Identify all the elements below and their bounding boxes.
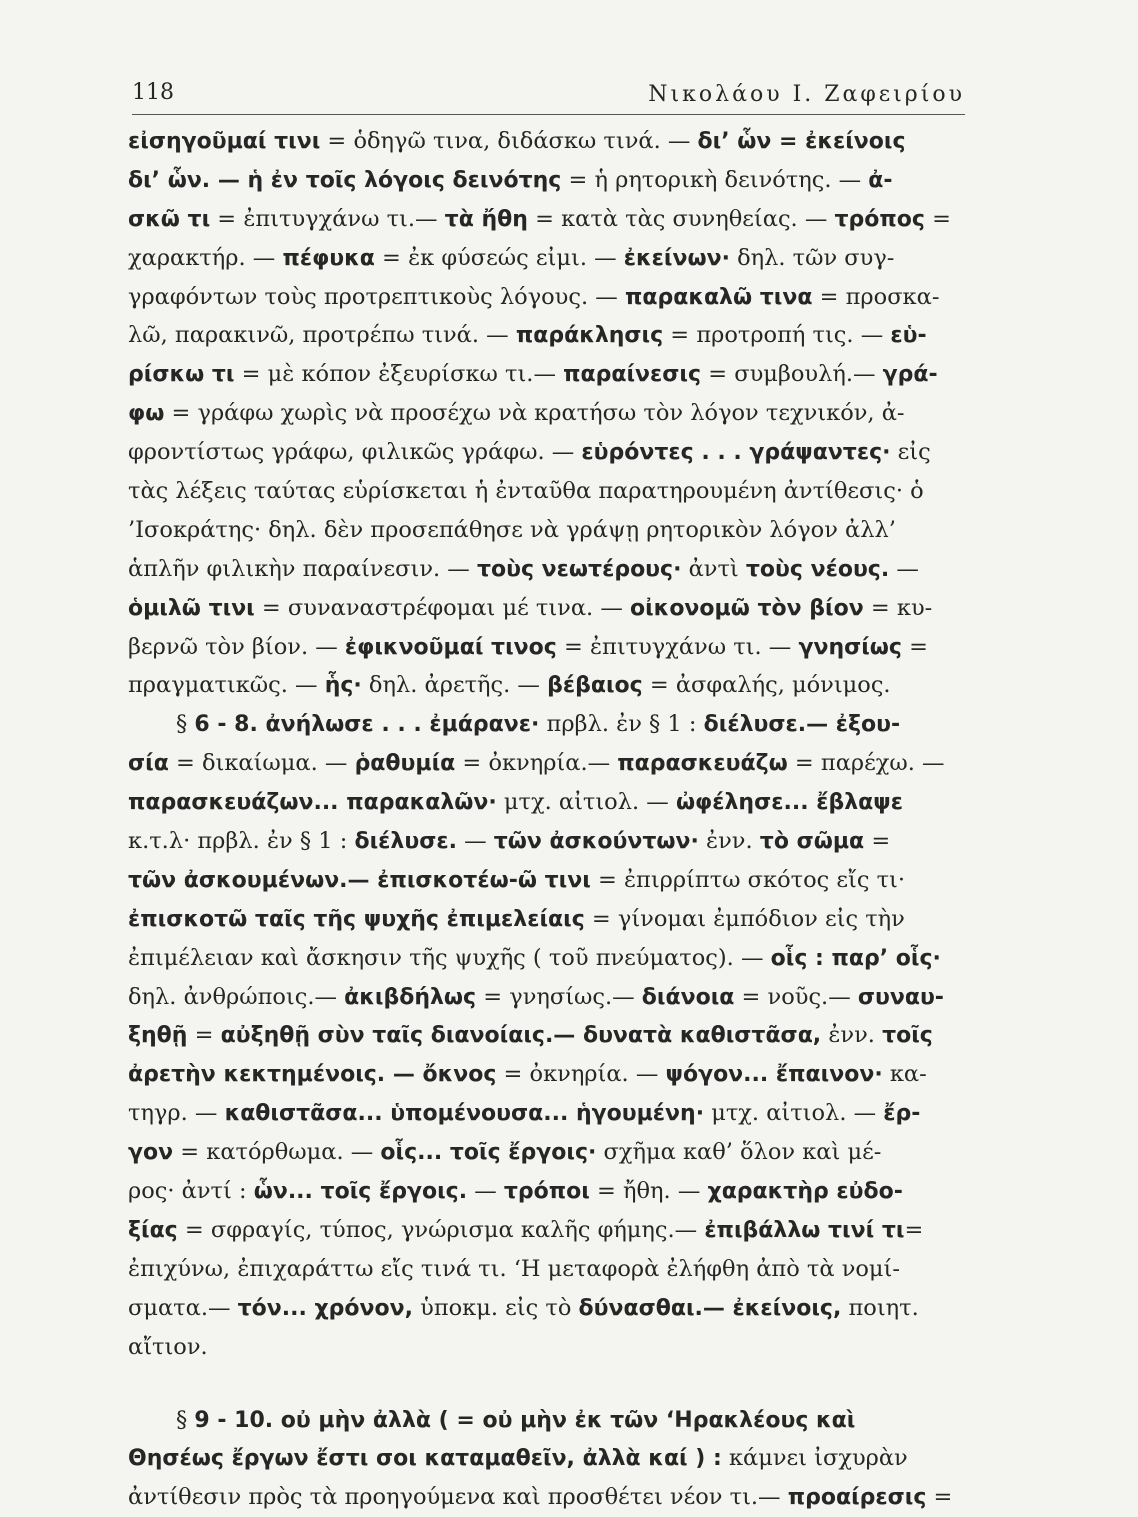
text-line xyxy=(128,1133,966,1172)
gloss-text: = xyxy=(926,1484,953,1511)
text-line xyxy=(128,861,966,900)
text-line xyxy=(128,939,966,978)
lemma-term: τῶν ἀσκούντων· xyxy=(493,829,699,855)
gloss-text: = ἡ ρητορικὴ δεινότης. — xyxy=(561,166,869,193)
lemma-term: παρασκευάζω xyxy=(617,751,788,777)
text-line xyxy=(128,978,966,1017)
lemma-term: ὁμιλῶ τινι xyxy=(128,595,255,621)
lemma-term: ξηθῇ xyxy=(128,1023,188,1049)
text-line xyxy=(128,1172,966,1211)
lemma-term: τὰ ἤθη xyxy=(444,206,528,232)
lemma-term: παραίνεσις xyxy=(563,362,702,388)
lemma-term: τρόπος xyxy=(834,206,925,232)
text-line xyxy=(128,1055,966,1094)
lemma-term: φω xyxy=(128,401,165,427)
lemma-term: δι’ ὧν = ἐκείνοις xyxy=(697,129,906,154)
text-line xyxy=(128,1016,966,1055)
lemma-term: τοῖς xyxy=(882,1023,933,1049)
text-line xyxy=(128,472,966,511)
gloss-text: ρος· ἀντί : xyxy=(128,1178,254,1205)
lemma-term: Θησέως ἔργων ἔστι σοι καταμαθεῖν, ἀλλὰ καί ) : xyxy=(128,1446,722,1472)
lemma-term: ἐπισκοτῶ ταῖς τῆς ψυχῆς ἐπιμελείαις xyxy=(128,906,585,932)
lemma-term: καθιστᾶσα... ὑπομένουσα... ἡγουμένη· xyxy=(224,1101,705,1127)
gloss-text: — xyxy=(467,1178,504,1205)
gloss-text: = σφραγίς, τύπος, γνώρισμα καλῆς φήμης.— xyxy=(177,1216,705,1243)
gloss-text: = μὲ κόπον ἐξευρίσκω τι.— xyxy=(234,361,564,388)
gloss-text: = ἐπιρρίπτω σκότος εἴς τι· xyxy=(590,866,906,893)
lemma-term: διάνοια xyxy=(641,984,735,1010)
gloss-text: μτχ. αἰτιολ. — xyxy=(704,1100,884,1127)
lemma-term: 9 - 10. οὐ μὴν ἀλλὰ ( = οὐ μὴν ἐκ τῶν ‘Ηρακλέους καὶ xyxy=(194,1407,856,1433)
gloss-text: — xyxy=(456,828,494,855)
gloss-text: = συμβουλή.— xyxy=(701,361,883,388)
lemma-term: εὑρόντες . . . γράψαντες· xyxy=(581,440,891,466)
lemma-term: ἐπιβάλλω τινί τι xyxy=(704,1217,905,1243)
lemma-term: εἰσηγοῦμαί τινι xyxy=(128,129,321,154)
gloss-text: § xyxy=(176,711,195,738)
lemma-term: ἧς· xyxy=(324,673,362,699)
gloss-text: πρβλ. ἐν § 1 : xyxy=(539,711,704,738)
lemma-term: ψόγον... ἔπαινον· xyxy=(665,1062,883,1088)
gloss-text: = ὀκνηρία.— xyxy=(455,750,618,777)
page-header xyxy=(132,80,965,115)
text-line xyxy=(128,744,966,783)
gloss-text: — xyxy=(889,555,919,582)
lemma-term: ξίας xyxy=(128,1217,178,1243)
gloss-text: λῶ, παρακινῶ, προτρέπω τινά. — xyxy=(128,322,516,349)
lemma-term: τρόποι xyxy=(503,1179,590,1205)
text-line xyxy=(128,822,966,861)
lemma-term: ῥαθυμία xyxy=(354,751,456,777)
text-line xyxy=(128,666,966,705)
gloss-text: = παρέχω. — xyxy=(787,750,945,777)
lemma-term: σκῶ τι xyxy=(128,206,211,232)
lemma-term: τόν... χρόνον, xyxy=(237,1295,413,1321)
lemma-term: βέβαιος xyxy=(547,673,643,699)
gloss-text: = ἐκ φύσεώς εἰμι. — xyxy=(374,244,624,271)
text-line xyxy=(128,161,966,200)
lemma-term: ὠφέλησε... ἔβλαψε xyxy=(675,790,903,816)
text-line xyxy=(128,1289,966,1328)
gloss-text: § xyxy=(176,1406,195,1433)
gloss-text: ὑποκμ. εἰς τὸ xyxy=(413,1294,579,1321)
text-line xyxy=(128,628,966,667)
lemma-term: διέλυσε.— ἐξου- xyxy=(703,712,901,738)
lemma-term: παρασκευάζων... παρακαλῶν· xyxy=(128,790,497,816)
gloss-text: γραφόντων τοὺς προτρεπτικοὺς λόγους. — xyxy=(128,283,625,310)
text-line xyxy=(128,1401,966,1440)
gloss-text: χαρακτήρ. — xyxy=(128,244,283,271)
text-line xyxy=(128,1439,966,1478)
text-line xyxy=(128,394,966,433)
gloss-text: = xyxy=(864,828,891,855)
lemma-term: συναυ- xyxy=(857,984,944,1010)
lemma-term: ἀκιβδήλως xyxy=(344,984,477,1010)
lemma-term: γνησίως xyxy=(798,634,902,660)
lemma-term: τοὺς νεωτέρους· xyxy=(476,556,682,582)
lemma-term: τὸ σῶμα xyxy=(759,829,865,855)
lemma-term: ἀρετὴν κεκτημένοις. — ὄκνος xyxy=(128,1062,497,1088)
gloss-text: δηλ. ἀρετῆς. — xyxy=(361,672,548,699)
lemma-term: ἐκείνων· xyxy=(623,245,730,271)
gloss-text: = xyxy=(187,1022,221,1049)
gloss-text: ἐπιχύνω, ἐπιχαράττω εἴς τινά τι. ‘Η μεταφορὰ ἐλήφθη ἀπὸ τὰ νομί- xyxy=(128,1255,900,1282)
lemma-term: παρακαλῶ τινα xyxy=(624,284,813,310)
gloss-text: = κατόρθωμα. — xyxy=(173,1139,381,1166)
text-line xyxy=(128,1094,966,1133)
gloss-text: = κυ- xyxy=(863,594,933,621)
lemma-term: οἷς... τοῖς ἔργοις· xyxy=(380,1140,597,1166)
text-line xyxy=(128,550,966,589)
gloss-text: εἰς xyxy=(890,439,931,466)
lemma-term: 6 - 8. ἀνήλωσε . . . ἐμάρανε· xyxy=(194,712,540,738)
running-head: Νικολάου Ι. Ζαφειρίου xyxy=(648,82,965,107)
gloss-text: = συναναστρέφομαι μέ τινα. — xyxy=(254,594,630,621)
gloss-text: = δικαίωμα. — xyxy=(168,750,355,777)
lemma-term: αὐξηθῇ σὺν ταῖς διανοίαις.— δυνατὰ καθιστᾶσα, xyxy=(220,1023,822,1049)
gloss-text: = xyxy=(924,205,951,232)
lemma-term: ρίσκω τι xyxy=(128,362,235,388)
gloss-text: τηγρ. — xyxy=(128,1100,225,1127)
lemma-term: προαίρεσις xyxy=(787,1485,927,1511)
gloss-text: = xyxy=(904,1216,924,1243)
lemma-term: οἷς : παρ’ οἷς· xyxy=(770,945,941,971)
gloss-text: = ἀσφαλής, μόνιμος. xyxy=(642,672,891,699)
gloss-text: = νοῦς.— xyxy=(734,983,858,1010)
gloss-text: σματα.— xyxy=(128,1294,238,1321)
gloss-text: = ἐπιτυγχάνω τι.— xyxy=(210,205,445,232)
text-line xyxy=(128,239,966,278)
gloss-text: κ.τ.λ· πρβλ. ἐν § 1 : xyxy=(128,828,355,855)
text-line xyxy=(128,1328,966,1367)
text-line xyxy=(128,1211,966,1250)
commentary-text xyxy=(128,122,966,1517)
gloss-text: ’Ισοκράτης· δηλ. δὲν προσεπάθησε νὰ γράψῃ ρητορικὸν λόγον ἀλλ’ xyxy=(128,516,896,543)
gloss-text: = κατὰ τὰς συνηθείας. — xyxy=(527,205,835,232)
gloss-text: = προσκα- xyxy=(812,283,940,310)
lemma-term: πέφυκα xyxy=(282,245,375,271)
gloss-text: = ὁδηγῶ τινα, διδάσκω τινά. — xyxy=(320,128,698,154)
paragraph-gap xyxy=(128,1367,966,1401)
lemma-term: τῶν ἀσκουμένων.— ἐπισκοτέω-ῶ τινι xyxy=(128,867,591,893)
gloss-text: πραγματικῶς. — xyxy=(128,672,325,699)
lemma-term: ἔρ- xyxy=(883,1101,921,1127)
lemma-term: εὑ- xyxy=(890,323,927,349)
gloss-text: = γράφω χωρὶς νὰ προσέχω νὰ κρατήσω τὸν λόγον τεχνικόν, ἀ- xyxy=(164,400,905,427)
gloss-text: = ἤθη. — xyxy=(589,1178,708,1205)
gloss-text: μτχ. αἰτιολ. — xyxy=(496,789,676,816)
gloss-text: ἐπιμέλειαν καὶ ἄσκησιν τῆς ψυχῆς ( τοῦ πνεύματος). — xyxy=(128,944,771,971)
gloss-text: αἴτιον. xyxy=(128,1333,208,1360)
lemma-term: παράκλησις xyxy=(515,323,664,349)
lemma-term: σία xyxy=(128,751,169,777)
gloss-text: = ἐπιτυγχάνω τι. — xyxy=(556,633,799,660)
lemma-term: διέλυσε. xyxy=(354,829,457,855)
text-line xyxy=(128,316,966,355)
text-line xyxy=(128,1478,966,1517)
text-line xyxy=(128,278,966,317)
text-line xyxy=(128,433,966,472)
gloss-text: κα- xyxy=(882,1061,927,1088)
lemma-term: δύνασθαι.— ἐκείνοις, xyxy=(578,1295,842,1321)
lemma-term: γον xyxy=(128,1140,174,1166)
gloss-text: = προτροπή τις. — xyxy=(663,322,891,349)
gloss-text: φροντίστως γράφω, φιλικῶς γράφω. — xyxy=(128,439,582,466)
text-line xyxy=(128,900,966,939)
gloss-text: δηλ. τῶν συγ- xyxy=(729,244,895,271)
lemma-term: οἰκονομῶ τὸν βίον xyxy=(630,595,864,621)
text-line xyxy=(128,589,966,628)
gloss-text: = ὀκνηρία. — xyxy=(496,1061,666,1088)
text-line xyxy=(128,705,966,744)
gloss-text: = xyxy=(901,633,928,660)
gloss-text: σχῆμα καθ’ ὅλον καὶ μέ- xyxy=(596,1139,882,1166)
gloss-text: = γίνομαι ἐμπόδιον εἰς τὴν xyxy=(584,905,905,932)
lemma-term: τοὺς νέους. xyxy=(745,556,890,582)
gloss-text: ἀντίθεσιν πρὸς τὰ προηγούμενα καὶ προσθέτει νέον τι.— xyxy=(128,1484,788,1511)
lemma-term: δι’ ὧν. — ἡ ἐν τοῖς λόγοις δεινότης xyxy=(128,167,562,193)
lemma-term: χαρακτὴρ εὐδο- xyxy=(707,1179,903,1205)
gloss-text: τὰς λέξεις ταύτας εὑρίσκεται ἡ ἐνταῦθα παρατηρουμένη ἀντίθεσις· ὁ xyxy=(128,478,924,505)
text-line xyxy=(128,355,966,394)
text-line xyxy=(128,200,966,239)
lemma-term: ὧν... τοῖς ἔργοις. xyxy=(253,1179,468,1205)
text-line xyxy=(128,511,966,550)
gloss-text: ποιητ. xyxy=(841,1294,919,1321)
gloss-text: = γνησίως.— xyxy=(476,983,642,1010)
gloss-text: δηλ. ἀνθρώποις.— xyxy=(128,983,345,1010)
text-line xyxy=(128,783,966,822)
gloss-text: ἐνν. xyxy=(821,1022,883,1049)
lemma-term: ἐφικνοῦμαί τινος xyxy=(344,634,557,660)
gloss-text: κάμνει ἰσχυρὰν xyxy=(721,1445,908,1472)
text-line xyxy=(128,1250,966,1289)
gloss-text: ἐνν. xyxy=(698,828,760,855)
gloss-text: βερνῶ τὸν βίον. — xyxy=(128,633,345,660)
gloss-text: ἀντὶ xyxy=(681,555,746,582)
page-number: 118 xyxy=(132,80,174,105)
lemma-term: ἀ- xyxy=(868,167,893,193)
gloss-text: ἁπλῆν φιλικὴν παραίνεσιν. — xyxy=(128,555,477,582)
lemma-term: γρά- xyxy=(882,362,938,388)
text-line xyxy=(128,122,966,161)
